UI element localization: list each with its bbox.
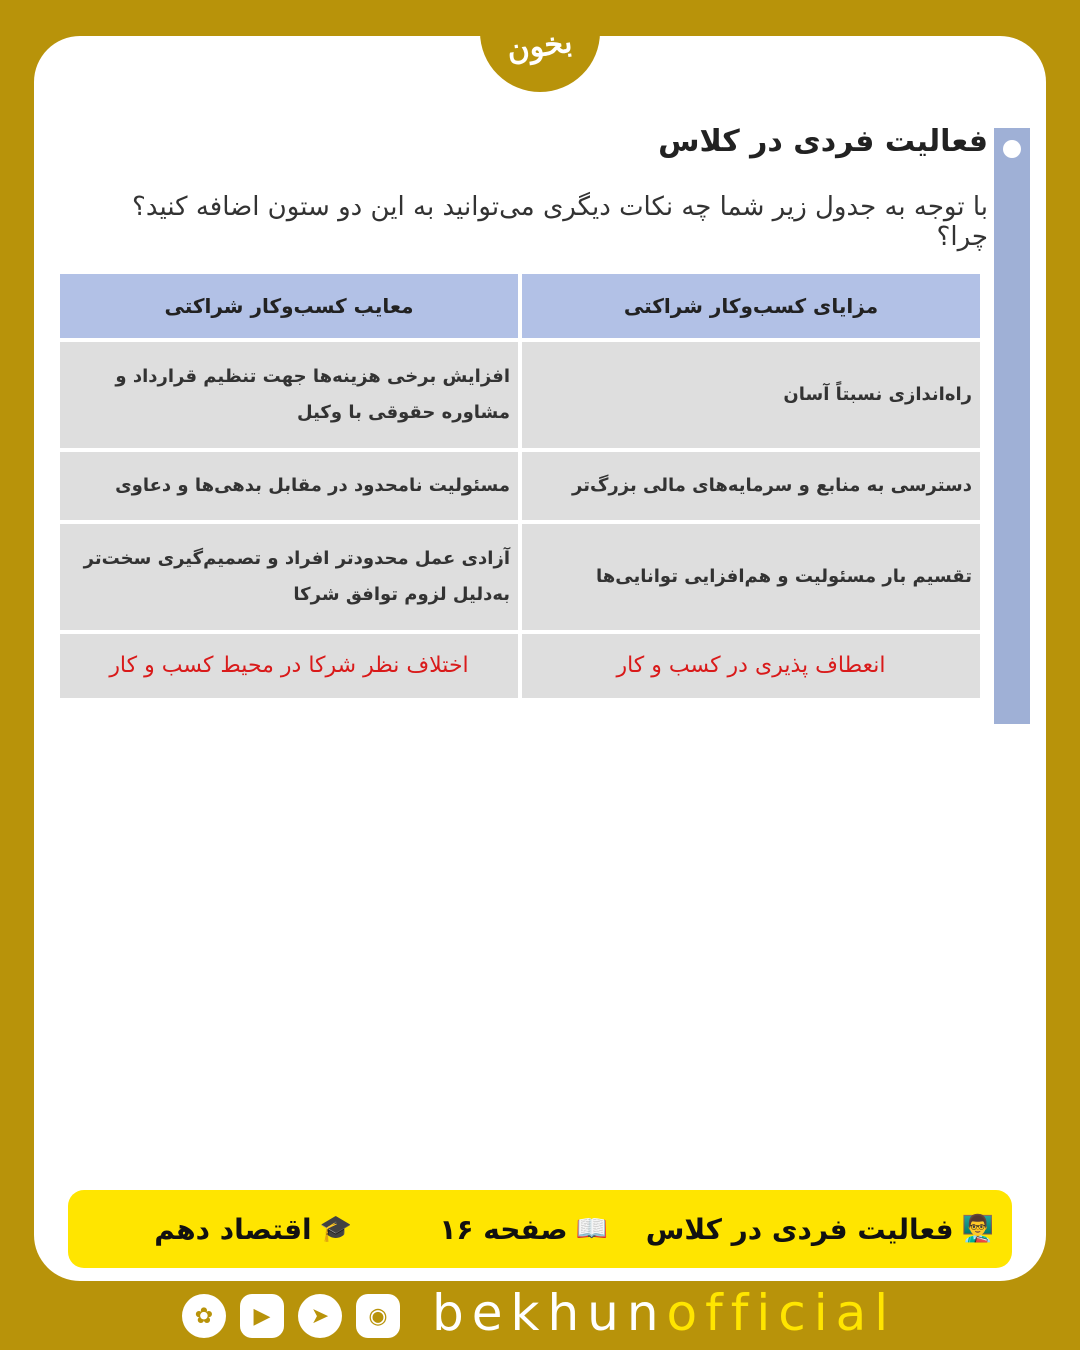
telegram-icon[interactable]: ➤	[298, 1294, 342, 1338]
advantage-cell: تقسیم بار مسئولیت و هم‌افزایی توانایی‌ها	[522, 524, 980, 630]
graduation-cap-icon: 🎓	[319, 1214, 352, 1244]
answer-disadvantage: اختلاف نظر شرکا در محیط کسب و کار	[60, 634, 518, 698]
advantage-cell: راه‌اندازی نسبتاً آسان	[522, 342, 980, 448]
social-links	[182, 1290, 400, 1342]
footer-activity	[646, 1213, 994, 1246]
advantage-cell: دسترسی به منابع و سرمایه‌های مالی بزرگ‌تر	[522, 452, 980, 520]
table-row	[60, 342, 980, 448]
table-row	[60, 452, 980, 520]
comparison-table	[56, 270, 984, 702]
section-heading: فعالیت فردی در کلاس	[658, 124, 988, 159]
table-row	[60, 524, 980, 630]
footer-page-label: صفحه ۱۶	[439, 1212, 568, 1246]
question-text: با توجه به جدول زیر شما چه نکات دیگری می‌توانید به این دو ستون اضافه کنید؟ چرا؟	[132, 192, 988, 252]
aparat-icon[interactable]: ✿	[182, 1294, 226, 1338]
teacher-icon: 👨‍🏫	[961, 1214, 994, 1244]
header-disadvantages: معایب کسب‌وکار شراکتی	[60, 274, 518, 338]
table-header-row	[60, 274, 980, 338]
disadvantage-cell: مسئولیت نامحدود در مقابل بدهی‌ها و دعاوی	[60, 452, 518, 520]
answer-row	[60, 634, 980, 698]
footer-page	[439, 1213, 608, 1246]
social-handle	[432, 1284, 896, 1342]
footer-info-bar	[68, 1190, 1012, 1268]
footer-subject-label: اقتصاد دهم	[154, 1212, 312, 1246]
open-book-icon: 📖	[575, 1214, 608, 1244]
footer-activity-label: فعالیت فردی در کلاس	[645, 1212, 954, 1246]
handle-part-1: bekhun	[432, 1284, 667, 1342]
header-advantages: مزایای کسب‌وکار شراکتی	[522, 274, 980, 338]
youtube-icon[interactable]: ▶	[240, 1294, 284, 1338]
disadvantage-cell: آزادی عمل محدودتر افراد و تصمیم‌گیری سخت‌تر به‌دلیل لزوم توافق شرکا	[60, 524, 518, 630]
disadvantage-cell: افزایش برخی هزینه‌ها جهت تنظیم قرارداد و مشاوره حقوقی با وکیل	[60, 342, 518, 448]
instagram-icon[interactable]: ◉	[356, 1294, 400, 1338]
bullet-dot-icon	[1003, 140, 1021, 158]
logo-text: بخون	[505, 24, 575, 68]
answer-advantage: انعطاف پذیری در کسب و کار	[522, 634, 980, 698]
footer-subject	[154, 1213, 352, 1246]
handle-part-2: official	[666, 1284, 897, 1342]
decorative-side-bar	[994, 128, 1030, 724]
